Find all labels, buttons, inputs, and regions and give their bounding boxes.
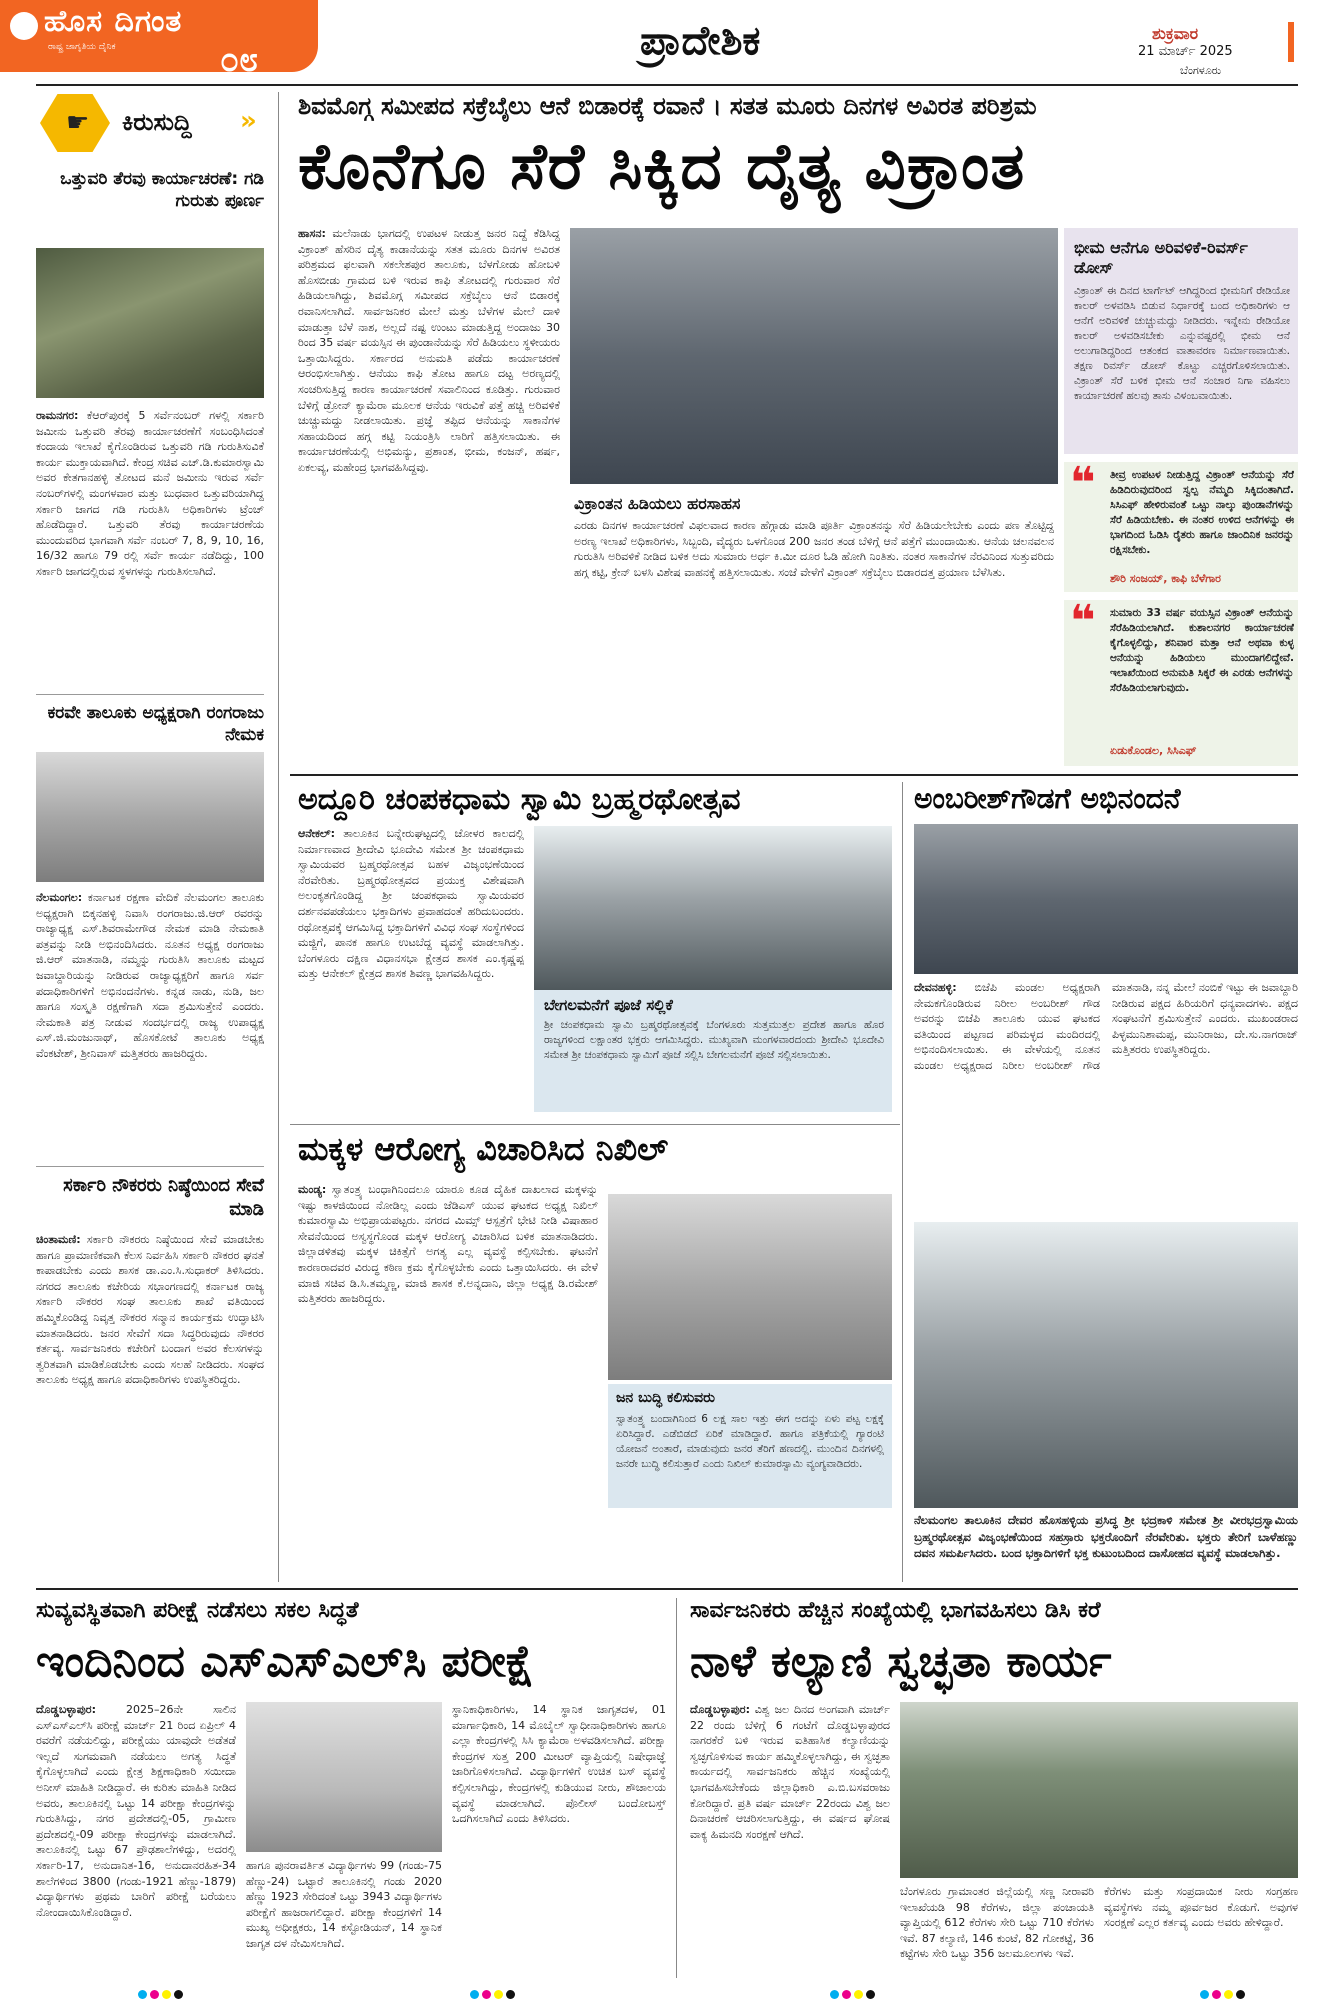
sslc-body-2: ಹಾಗೂ ಪುನರಾವರ್ತಿತ ವಿದ್ಯಾರ್ಥಿಗಳು 99 (ಗಂಡು-75 ಹೆಣ್ಣು-24) ಒಟ್ಟಾರೆ ತಾಲೂಕಿನಲ್ಲಿ ಗಂಡು 2020 ಹೆಣ್ಣು 1923 ಸೇರಿದಂತೆ ಒಟ್ಟು 3943 ವಿದ್ಯಾರ್ಥಿಗಳು ಪರೀಕ್ಷೆಗೆ ಹಾಜರಾಗಲಿದ್ದಾರೆ. ಪರೀಕ್ಷಾ ಕೇಂದ್ರಗಳಿಗೆ 14 ಮುಖ್ಯ ಅಧೀಕ್ಷಕರು, 14 ಕಸ್ಟೋಡಿಯನ್, 14 ಸ್ಥಾನಿಕ ಜಾಗೃತ ದಳ ನೇಮಿಸಲಾಗಿದೆ. bbox=[246, 1859, 442, 1950]
left-story-3-text: ಸರ್ಕಾರಿ ನೌಕರರು ನಿಷ್ಠೆಯಿಂದ ಸೇವೆ ಮಾಡಬೇಕು ಹಾಗೂ ಪ್ರಾಮಾಣಿಕವಾಗಿ ಕೆಲಸ ನಿರ್ವಹಿಸಿ ಸರ್ಕಾರಿ ನೌಕರರ ಘನತೆ ಕಾಪಾಡಬೇಕು ಎಂದು ಶಾಸಕ ಡಾ.ಎಂ.ಸಿ.ಸುಧಾಕರ್ ತಿಳಿಸಿದರು. ನಗರದ ತಾಲೂಕು ಕಚೇರಿಯ ಸಭಾಂಗಣದಲ್ಲಿ ಕರ್ನಾಟಕ ರಾಜ್ಯ ಸರ್ಕಾರಿ ನೌಕರರ ಸಂಘ ತಾಲೂಕು ಶಾಖೆ ವತಿಯಿಂದ ಹಮ್ಮಿಕೊಂಡಿದ್ದ ನಿವೃತ್ತ ನೌಕರರ ಸನ್ಮಾನ ಕಾರ್ಯಕ್ರಮ ಉದ್ಘಾಟಿಸಿ ಮಾತನಾಡಿದರು. ಜನರ ಸೇವೆಗೆ ಸದಾ ಸಿದ್ಧರಿರುವುದು ನೌಕರರ ಕರ್ತವ್ಯ. ಸಾರ್ವಜನಿಕರು ಕಚೇರಿಗೆ ಬಂದಾಗ ಅವರ ಕೆಲಸಗಳನ್ನು ತ್ವರಿತವಾಗಿ ಮಾಡಿಕೊಡಬೇಕು ಎಂದು ಸಲಹೆ ನೀಡಿದರು. ಸಂಘದ ತಾಲೂಕು ಅಧ್ಯಕ್ಷ ಹಾಗೂ ಪದಾಧಿಕಾರಿಗಳು ಉಪಸ್ಥಿತರಿದ್ದರು. bbox=[36, 1233, 264, 1387]
ambarish-dateline: ದೇವನಹಳ್ಳಿ: bbox=[914, 981, 957, 994]
champaka-caption-body: ಶ್ರೀ ಚಂಪಕಧಾಮ ಸ್ವಾಮಿ ಬ್ರಹ್ಮರಥೋತ್ಸವಕ್ಕೆ ಬೆಂಗಳೂರು ಸುತ್ತಮುತ್ತಲ ಪ್ರದೇಶ ಹಾಗೂ ಹೊರ ರಾಜ್ಯಗಳಿಂದ ಲಕ್ಷಾಂತರ ಭಕ್ತರು ಆಗಮಿಸಿದ್ದರು. ಮುಖ್ಯವಾಗಿ ಮಂಗಳವಾರದಂದು ಶ್ರೀದೇವಿ ಭೂದೇವಿ ಸಮೇತ ಶ್ರೀ ಚಂಪಕಧಾಮ ಸ್ವಾಮಿಗೆ ಪೂಜೆ ಸಲ್ಲಿಸಿ ಬೇಗಲಮನೆಗೆ ಪೂಜೆ ಸಲ್ಲಿಸಲಾಯಿತು. bbox=[544, 1019, 884, 1061]
lead-text: ಮಲೆನಾಡು ಭಾಗದಲ್ಲಿ ಉಪಟಳ ನೀಡುತ್ತ ಜನರ ನಿದ್ದೆ ಕೆಡಿಸಿದ್ದ ವಿಕ್ರಾಂತ್ ಹೆಸರಿನ ದೈತ್ಯ ಕಾಡಾನೆಯನ್ನು ಸತತ ಮೂರು ದಿನಗಳ ಅವಿರತ ಪರಿಶ್ರಮದ ಫಲವಾಗಿ ಸಕಲೇಶಪುರ ತಾಲೂಕು, ಬೆಳಗೋಡು ಹೋಬಳಿ ಹೊಸಬೀಡು ಗ್ರಾಮದ ಬಳಿ ಇರುವ ಕಾಫಿ ತೋಟದಲ್ಲಿ ಗುರುವಾರ ಸೆರೆ ಹಿಡಿಯಲಾಗಿದ್ದು, ಶಿವಮೊಗ್ಗ ಸಮೀಪದ ಸಕ್ರೆಬೈಲು ಆನೆ ಬಿಡಾರಕ್ಕೆ ರವಾನಿಸಲಾಗಿದೆ. ಸಾರ್ವಜನಿಕರ ಮೇಲೆ ಮತ್ತು ಬೆಳೆಗಳ ಮೇಲೆ ದಾಳಿ ಮಾಡುತ್ತಾ ಬೆಳೆ ನಾಶ, ಅಲ್ಲದೆ ನಷ್ಟ ಉಂಟು ಮಾಡುತ್ತಿದ್ದ ಅಂದಾಜು 30 ರಿಂದ 35 ವರ್ಷ ವಯಸ್ಸಿನ ಈ ಪುಂಡಾನೆಯನ್ನು ಸೆರೆ ಹಿಡಿಯಲು ಸ್ಥಳೀಯರು ಒತ್ತಾಯಿಸಿದ್ದರು. ಸರ್ಕಾರದ ಅನುಮತಿ ಪಡೆದು ಕಾರ್ಯಾಚರಣೆ ಆರಂಭಿಸಲಾಗಿತ್ತು. ಆನೆಯು ಕಾಫಿ ತೋಟ ಹಾಗೂ ದಟ್ಟ ಅರಣ್ಯದಲ್ಲಿ ಸಂಚರಿಸುತ್ತಿದ್ದ ಕಾರಣ ಕಾರ್ಯಾಚರಣೆ ಸವಾಲಿನಿಂದ ಕೂಡಿತ್ತು. ಗುರುವಾರ ಬೆಳಿಗ್ಗೆ ಡ್ರೋನ್ ಕ್ಯಾಮೆರಾ ಮೂಲಕ ಆನೆಯ ಇರುವಿಕೆ ಪತ್ತೆ ಹಚ್ಚಿ ಅರಿವಳಿಕೆ ಚುಚ್ಚುಮದ್ದು ನೀಡಲಾಯಿತು. ಪ್ರಜ್ಞೆ ತಪ್ಪಿದ ಆನೆಯನ್ನು ಸಾಕಾನೆಗಳ ಸಹಾಯದಿಂದ ಹಗ್ಗ ಕಟ್ಟಿ ನಿಯಂತ್ರಿಸಿ ಲಾರಿಗೆ ಹತ್ತಿಸಲಾಯಿತು. ಈ ಕಾರ್ಯಾಚರಣೆಯಲ್ಲಿ ಅಭಿಮನ್ಯು, ಪ್ರಶಾಂತ, ಭೀಮ, ಕಂಜನ್, ಹರ್ಷ, ಏಕಲವ್ಯ, ಮಹೇಂದ್ರ ಭಾಗವಹಿಸಿದ್ದವು. bbox=[298, 227, 560, 474]
page-number: ೦೮ bbox=[220, 40, 259, 80]
nikhil-caption-body: ಸ್ವಾತಂತ್ರ್ಯ ಬಂದಾಗಿನಿಂದ 6 ಲಕ್ಷ ಸಾಲ ಇತ್ತು ಈಗ ಅದನ್ನು ಏಳು ಪಟ್ಟ ಲಕ್ಷಕ್ಕೆ ಏರಿಸಿದ್ದಾರೆ. ಎಡೆಬಿಡದೆ ಏರಿಕೆ ಮಾಡಿದ್ದಾರೆ. ಹಾಗೂ ಪತ್ರಿಕೆಯಲ್ಲಿ ಗ್ಯಾರಂಟಿ ಯೋಜನೆ ಅಂತಾರೆ, ಮಾಡುವುದು ಜನರ ತೆರಿಗೆ ಹಣದಲ್ಲಿ. ಮುಂದಿನ ದಿನಗಳಲ್ಲಿ ಜನರೇ ಬುದ್ಧಿ ಕಲಿಸುತ್ತಾರೆ ಎಂದು ನಿಖಿಲ್ ಕುಮಾರಸ್ವಾಮಿ ವ್ಯಂಗ್ಯವಾಡಿದರು. bbox=[616, 1413, 884, 1470]
left-story-2-photo bbox=[36, 752, 264, 882]
column-divider bbox=[902, 782, 903, 1582]
nikhil-photo-hospital bbox=[608, 1194, 892, 1380]
left-story-1-body bbox=[36, 408, 264, 686]
left-story-3-body bbox=[36, 1232, 264, 1582]
champaka-headline: ಅದ್ದೂರಿ ಚಂಪಕಧಾಮ ಸ್ವಾಮಿ ಬ್ರಹ್ಮರಥೋತ್ಸವ bbox=[298, 782, 741, 817]
section-title: ಪ್ರಾದೇಶಿಕ bbox=[640, 18, 761, 64]
registration-marks bbox=[138, 1990, 183, 1999]
section-divider bbox=[290, 1124, 900, 1125]
masthead-logo bbox=[0, 0, 318, 80]
left-story-1-photo bbox=[36, 248, 264, 398]
sslc-photo-exam-hall bbox=[246, 1702, 442, 1852]
kirusuddi-badge bbox=[40, 94, 260, 152]
left-story-1-headline: ಒತ್ತುವರಿ ತೆರವು ಕಾರ್ಯಾಚರಣೆ: ಗಡಿ ಗುರುತು ಪೂರ್ಣ bbox=[60, 169, 264, 211]
quote-mark-icon: ❝ bbox=[1070, 596, 1096, 647]
nikhil-headline: ಮಕ್ಕಳ ಆರೋಗ್ಯ ವಿಚಾರಿಸಿದ ನಿಖಿಲ್ bbox=[298, 1130, 669, 1168]
ambarish-headline: ಅಂಬರೀಶ್‌ಗೌಡಗೆ ಅಭಿನಂದನೆ bbox=[914, 782, 1181, 815]
chevron-right-icon: » bbox=[240, 106, 257, 136]
column-divider bbox=[676, 1598, 677, 1978]
quote-mark-icon: ❝ bbox=[1070, 458, 1096, 509]
champaka-body bbox=[298, 826, 524, 1132]
sslc-kicker: ಸುವ್ಯವಸ್ಥಿತವಾಗಿ ಪರೀಕ್ಷೆ ನಡೆಸಲು ಸಕಲ ಸಿದ್ಧತೆ bbox=[36, 1598, 359, 1623]
lead-headline: ಕೊನೆಗೂ ಸೆರೆ ಸಿಕ್ಕಿದ ದೈತ್ಯ ವಿಕ್ರಾಂತ bbox=[298, 130, 1026, 204]
quote-1-text: ತೀವ್ರ ಉಪಟಳ ನೀಡುತ್ತಿದ್ದ ವಿಕ್ರಾಂತ್ ಆನೆಯನ್ನು ಸೆರೆ ಹಿಡಿದಿರುವುದರಿಂದ ಸ್ವಲ್ಪ ನೆಮ್ಮದಿ ಸಿಕ್ಕಿದಂತಾಗಿದೆ. ಸಿಸಿಎಫ್ ಹೇಳಿರುವಂತೆ ಒಟ್ಟು ನಾಲ್ಕು ಪುಂಡಾನೆಗಳನ್ನು ಸೆರೆ ಹಿಡಿಯಬೇಕು. ಈ ನಂತರ ಉಳಿದ ಆನೆಗಳನ್ನು ಈ ಭಾಗದಿಂದ ಓಡಿಸಿ ರೈತರು ಹಾಗೂ ಜಾಂದಿನಿಕ ಜನರನ್ನು ರಕ್ಷಿಸಬೇಕು. bbox=[1110, 469, 1294, 556]
temple-photo-rathotsava bbox=[914, 1222, 1298, 1508]
quote-2-text: ಸುಮಾರು 33 ವರ್ಷ ವಯಸ್ಸಿನ ವಿಕ್ರಾಂತ್ ಆನೆಯನ್ನು ಸೆರೆಹಿಡಿಯಲಾಗಿದೆ. ಕುಶಾಲನಗರ ಕಾರ್ಯಾಚರಣೆ ಕೈಗೊಳ್ಳಲಿದ್ದು, ಶನಿವಾರ ಮತ್ತಾ ಆನೆ ಅಥವಾ ಕುಳ್ಳ ಆನೆಯನ್ನು ಹಿಡಿಯಲು ಮುಂದಾಗಲಿದ್ದೇವೆ. ಇಲಾಖೆಯಿಂದ ಅನುಮತಿ ಸಿಕ್ಕರೆ ಈ ಎರಡು ಆನೆಗಳನ್ನು ಸೆರೆಹಿಡಿಯಲಾಗುವುದು. bbox=[1110, 607, 1294, 694]
section-divider bbox=[290, 774, 1298, 776]
left-story-2-text: ಕರ್ನಾಟಕ ರಕ್ಷಣಾ ವೇದಿಕೆ ನೆಲಮಂಗಲ ತಾಲೂಕು ಅಧ್ಯಕ್ಷರಾಗಿ ಬಿಕ್ಕನಹಳ್ಳಿ ನಿವಾಸಿ ರಂಗರಾಜು.ಜಿ.ಆರ್ ರವರನ್ನು ರಾಜ್ಯಾಧ್ಯಕ್ಷ ಎಸ್.ಶಿವರಾಮೇಗೌಡ ನೇಮಕ ಮಾಡಿ ನೇಮಕಾತಿ ಪತ್ರವನ್ನು ನೀಡಿ ಅಭಿನಂದಿಸಿದರು. ನೂತನ ಅಧ್ಯಕ್ಷ ರಂಗರಾಜು ಜಿ.ಆರ್ ಮಾತನಾಡಿ, ನಮ್ಮನ್ನು ಗುರುತಿಸಿ ತಾಲೂಕು ಮಟ್ಟದ ಜವಾಬ್ದಾರಿಯನ್ನು ನೀಡಿರುವ ರಾಜ್ಯಾಧ್ಯಕ್ಷರಿಗೆ ಹಾಗೂ ಸರ್ವ ಪದಾಧಿಕಾರಿಗಳಿಗೆ ಅಭಿನಂದನೆಗಳು. ಕನ್ನಡ ನಾಡು, ನುಡಿ, ಜಲ ಹಾಗೂ ಸಂಸ್ಕೃತಿ ರಕ್ಷಣೆಗಾಗಿ ಸದಾ ಶ್ರಮಿಸುತ್ತೇನೆ ಎಂದರು. ನೇಮಕಾತಿ ಪತ್ರ ನೀಡುವ ಸಂದರ್ಭದಲ್ಲಿ ರಾಜ್ಯ ಉಪಾಧ್ಯಕ್ಷ ಎಸ್.ಜಿ.ಮಂಜುನಾಥ್, ಹೊಸಕೋಟೆ ತಾಲೂಕು ಅಧ್ಯಕ್ಷ ವೆಂಕಟೇಶ್, ಶ್ರೀನಿವಾಸ್ ಮತ್ತಿತರರು ಹಾಜರಿದ್ದರು. bbox=[36, 891, 264, 1060]
column-divider bbox=[278, 92, 279, 1582]
lead-photo-elephant-team bbox=[570, 228, 1058, 484]
lead-subbody: ಎರಡು ದಿನಗಳ ಕಾರ್ಯಾಚರಣೆ ವಿಫಲವಾದ ಕಾರಣ ಹೆಗ್ಗಾಡು ಮಾಡಿ ಪೂರ್ತಿ ವಿಕ್ರಾಂತನನ್ನು ಸೆರೆ ಹಿಡಿಯಲೇಬೇಕು ಎಂದು ಪಣ ತೊಟ್ಟಿದ್ದ ಅರಣ್ಯ ಇಲಾಖೆ ಅಧಿಕಾರಿಗಳು, ಸಿಬ್ಬಂದಿ, ವೈದ್ಯರು ಒಳಗೊಂಡ 200 ಜನರ ತಂಡ ಬೆಳಿಗ್ಗೆ ಆನೆ ಪತ್ತೆಗೆ ಮುಂದಾಯಿತು. ಆನೆಯ ಚಲನವಲನ ಗುರುತಿಸಿ ಅರಿವಳಿಕೆ ನೀಡಿದ ಬಳಿಕ ಅದು ಸುಮಾರು ಅರ್ಧ ಕಿ.ಮೀ ದೂರ ಓಡಿ ಹೋಗಿ ನಿಂತಿತು. ನಂತರ ಸಾಕಾನೆಗಳ ನೆರವಿನಿಂದ ಸುತ್ತುವರಿದು ಹಗ್ಗ ಕಟ್ಟಿ, ಕ್ರೇನ್ ಬಳಸಿ ವಿಶೇಷ ವಾಹನಕ್ಕೆ ಹತ್ತಿಸಲಾಯಿತು. ಸಂಜೆ ವೇಳೆಗೆ ವಿಕ್ರಾಂತ್ ಸಕ್ರೆಬೈಲು ಬಿಡಾರದತ್ತ ಪ್ರಯಾಣ ಬೆಳೆಸಿತು. bbox=[574, 519, 1054, 579]
left-story-3-headline: ಸರ್ಕಾರಿ ನೌಕರರು ನಿಷ್ಠೆಯಿಂದ ಸೇವೆ ಮಾಡಿ bbox=[63, 1175, 264, 1220]
dateline-day: ಶುಕ್ರವಾರ bbox=[1152, 24, 1199, 43]
champaka-caption-head: ಬೇಗಲಮನೆಗೆ ಪೂಜೆ ಸಲ್ಲಿಕೆ bbox=[544, 996, 673, 1014]
nikhil-text: ಸ್ವಾತಂತ್ರ್ಯ ಬಂಧಾಗಿನಿಂದಲೂ ಯಾರೂ ಕೂಡ ದೈಹಿಕ ದಾಖಲಾದ ಮಕ್ಕಳನ್ನು ಇಷ್ಟು ಕಾಳಜಿಯಿಂದ ನೋಡಿಲ್ಲ ಎಂದು ಜೆಡಿಎಸ್ ಯುವ ಘಟಕದ ಅಧ್ಯಕ್ಷ ನಿಖಿಲ್ ಕುಮಾರಸ್ವಾಮಿ ಅಭಿಪ್ರಾಯಪಟ್ಟರು. ನಗರದ ಮಿಮ್ಸ್ ಆಸ್ಪತ್ರೆಗೆ ಭೇಟಿ ನೀಡಿ ವಿಷಾಹಾರ ಸೇವನೆಯಿಂದ ಅಸ್ವಸ್ಥಗೊಂಡ ಮಕ್ಕಳ ಆರೋಗ್ಯ ವಿಚಾರಿಸಿದ ಬಳಿಕ ಮಾತನಾಡಿದರು. ಜಿಲ್ಲಾಡಳಿತವು ಮಕ್ಕಳ ಚಿಕಿತ್ಸೆಗೆ ಅಗತ್ಯ ಎಲ್ಲ ವ್ಯವಸ್ಥೆ ಕಲ್ಪಿಸಬೇಕು. ಘಟನೆಗೆ ಕಾರಣರಾದವರ ವಿರುದ್ಧ ಕಠಿಣ ಕ್ರಮ ಕೈಗೊಳ್ಳಬೇಕು ಎಂದು ಒತ್ತಾಯಿಸಿದರು. ಈ ವೇಳೆ ಮಾಜಿ ಸಚಿವ ಡಿ.ಸಿ.ತಮ್ಮಣ್ಣ, ಮಾಜಿ ಶಾಸಕ ಕೆ.ಅನ್ನದಾನಿ, ಜಿಲ್ಲಾ ಅಧ್ಯಕ್ಷ ಡಿ.ರಮೇಶ್ ಮತ್ತಿತರರು ಹಾಜರಿದ್ದರು. bbox=[298, 1183, 598, 1306]
kalyani-kicker: ಸಾರ್ವಜನಿಕರು ಹೆಚ್ಚಿನ ಸಂಖ್ಯೆಯಲ್ಲಿ ಭಾಗವಹಿಸಲು ಡಿಸಿ ಕರೆ bbox=[690, 1598, 1101, 1623]
sidebox-headline: ಭೀಮ ಆನೆಗೂ ಅರಿವಳಿಕೆ-ರಿವರ್ಸ್ ಡೋಸ್ bbox=[1074, 238, 1248, 277]
registration-marks bbox=[830, 1990, 875, 1999]
dateline-date: 21 ಮಾರ್ಚ್ 2025 bbox=[1138, 44, 1233, 59]
kalyani-body-2: ಬೆಂಗಳೂರು ಗ್ರಾಮಾಂತರ ಜಿಲ್ಲೆಯಲ್ಲಿ ಸಣ್ಣ ನೀರಾವರಿ ಇಲಾಖೆಯಡಿ 98 ಕೆರೆಗಳು, ಜಿಲ್ಲಾ ಪಂಚಾಯತಿ ವ್ಯಾಪ್ತಿಯಲ್ಲಿ 612 ಕೆರೆಗಳು ಸೇರಿ ಒಟ್ಟು 710 ಕೆರೆಗಳು ಇವೆ. 87 ಕಲ್ಯಾಣಿ, 146 ಕುಂಟೆ, 82 ಗೋಕಟ್ಟೆ, 36 ಕಟ್ಟೆಗಳು ಸೇರಿ ಒಟ್ಟು 356 ಜಲಮೂಲಗಳು ಇವೆ. bbox=[900, 1885, 1094, 1961]
champaka-dateline: ಆನೇಕಲ್: bbox=[298, 827, 336, 840]
left-story-2-body bbox=[36, 890, 264, 1160]
header-accent-bar bbox=[1288, 22, 1294, 62]
champaka-text: ತಾಲೂಕಿನ ಬನ್ನೇರುಘಟ್ಟದಲ್ಲಿ ಚೋಳರ ಕಾಲದಲ್ಲಿ ನಿರ್ಮಾಣವಾದ ಶ್ರೀದೇವಿ ಭೂದೇವಿ ಸಮೇತ ಶ್ರೀ ಚಂಪಕಧಾಮ ಸ್ವಾಮಿಯವರ ಬ್ರಹ್ಮರಥೋತ್ಸವ ಬಹಳ ವಿಜೃಂಭಣೆಯಿಂದ ನೆರವೇರಿತು. ಬ್ರಹ್ಮರಥೋತ್ಸವದ ಪ್ರಯುಕ್ತ ವಿಶೇಷವಾಗಿ ಅಲಂಕೃತಗೊಂಡಿದ್ದ ಶ್ರೀ ಚಂಪಕಧಾಮ ಸ್ವಾಮಿಯವರ ದರ್ಶನವಪಡೆಯಲು ಭಕ್ತಾದಿಗಳು ಪ್ರವಾಹದಂತೆ ಹರಿದುಬಂದರು. ರಥೋತ್ಸವಕ್ಕೆ ಆಗಮಿಸಿದ್ದ ಭಕ್ತಾದಿಗಳಿಗೆ ವಿವಿಧ ಸಂಘ ಸಂಸ್ಥೆಗಳಿಂದ ಮಜ್ಜಿಗೆ, ಪಾನಕ ಹಾಗೂ ಉಟಬೆದ್ದ ವ್ಯವಸ್ಥೆ ಮಾಡಲಾಗಿತ್ತು. ಬೆಂಗಳೂರು ದಕ್ಷಿಣ ವಿಧಾನಸಭಾ ಕ್ಷೇತ್ರದ ಶಾಸಕ ಎಂ.ಕೃಷ್ಣಪ್ಪ ಮತ್ತು ಆನೇಕಲ್ ಕ್ಷೇತ್ರದ ಶಾಸಕ ಶಿವಣ್ಣ ಭಾಗವಹಿಸಿದ್ದರು. bbox=[298, 827, 524, 981]
kirusuddi-label: ಕಿರುಸುದ್ದಿ bbox=[122, 108, 192, 136]
kalyani-body-3: ಕೆರೆಗಳು ಮತ್ತು ಸಂಪ್ರದಾಯಿಕ ನೀರು ಸಂಗ್ರಹಣ ವ್ಯವಸ್ಥೆಗಳು ನಮ್ಮ ಪೂರ್ವಜರ ಕೊಡುಗೆ. ಅವುಗಳ ಸಂರಕ್ಷಣೆ ಎಲ್ಲರ ಕರ್ತವ್ಯ ಎಂದು ಅವರು ಹೇಳಿದ್ದಾರೆ. bbox=[1104, 1885, 1298, 1930]
paper-name: ಹೊಸ ದಿಗಂತ bbox=[44, 4, 183, 39]
sslc-body-1 bbox=[36, 1702, 236, 1972]
logo-emblem-icon bbox=[10, 12, 38, 40]
lead-body bbox=[298, 226, 560, 766]
nikhil-caption-head: ಜನ ಬುದ್ಧಿ ಕಲಿಸುವರು bbox=[616, 1390, 715, 1406]
kalyani-dateline: ದೊಡ್ಡಬಳ್ಳಾಪುರ: bbox=[690, 1703, 750, 1716]
left-divider bbox=[36, 1166, 264, 1167]
sslc-headline: ಇಂದಿನಿಂದ ಎಸ್‌ಎಸ್‌ಎಲ್‌ಸಿ ಪರೀಕ್ಷೆ bbox=[36, 1636, 535, 1687]
left-story-2-headline: ಕರವೇ ತಾಲೂಕು ಅಧ್ಯಕ್ಷರಾಗಿ ರಂಗರಾಜು ನೇಮಕ bbox=[47, 703, 264, 745]
section-divider bbox=[36, 1588, 1298, 1590]
paper-tagline: ರಾಷ್ಟ್ರ ಜಾಗೃತಿಯ ದೈನಿಕ bbox=[48, 42, 116, 52]
header-divider bbox=[36, 84, 1298, 86]
pointing-hand-icon: ☛ bbox=[66, 108, 90, 138]
temple-caption: ನೆಲಮಂಗಲ ತಾಲೂಕಿನ ದೇವರ ಹೊಸಹಳ್ಳಿಯ ಪ್ರಸಿದ್ಧ ಶ್ರೀ ಭದ್ರಕಾಳಿ ಸಮೇತ ಶ್ರೀ ವೀರಭದ್ರಸ್ವಾಮಿಯ ಬ್ರಹ್ಮರಥೋತ್ಸವ ವಿಜೃಂಭಣೆಯಿಂದ ಸಹಸ್ರಾರು ಭಕ್ತರೊಂದಿಗೆ ನೆರವೇರಿತು. ಭಕ್ತರು ತೇರಿಗೆ ಬಾಳೆಹಣ್ಣು ದವನ ಸಮರ್ಪಿಸಿದರು. ಬಂದ ಭಕ್ತಾದಿಗಳಿಗೆ ಭಕ್ತ ಕುಟುಂಬದಿಂದ ದಾಸೋಹದ ವ್ಯವಸ್ಥೆ ಮಾಡಲಾಗಿತ್ತು. bbox=[914, 1513, 1298, 1560]
left-story-1-text: ಕೆಆರ್‌ಪುರಕ್ಕೆ 5 ಸರ್ವೆನಂಬರ್ ಗಳಲ್ಲಿ ಸರ್ಕಾರಿ ಜಮೀನು ಒತ್ತುವರಿ ತೆರವು ಕಾರ್ಯಾಚರಣೆಗೆ ಸಂಬಂಧಿಸಿದಂತೆ ಕಂದಾಯ ಇಲಾಖೆ ಕೈಗೊಂಡಿರುವ ಒತ್ತುವರಿ ಗಡಿ ಗುರುತಿಸುವಿಕೆ ಕಾರ್ಯ ಮುಕ್ತಾಯವಾಗಿದೆ. ಕೇಂದ್ರ ಸಚಿವ ಎಚ್.ಡಿ.ಕುಮಾರಸ್ವಾಮಿ ಅವರ ಕೇತಗಾನಹಳ್ಳಿ ತೋಟದ ಮನೆ ಜಮೀನು ಇರುವ ಸರ್ವೆ ನಂಬರ್‌ಗಳಲ್ಲಿ ಮಂಗಳವಾರ ಮತ್ತು ಬುಧವಾರ ಒತ್ತುವರಿಯಾಗಿದ್ದ ಸರ್ಕಾರಿ ಜಾಗದ ಗಡಿ ಗುರುತಿಸಿ ಅಧಿಕಾರಿಗಳು ಟ್ರೆಂಚ್ ಹೊಡೆದಿದ್ದಾರೆ. ಒತ್ತುವರಿ ತೆರವು ಕಾರ್ಯಾಚರಣೆಯ ಮುಂದುವರಿದ ಭಾಗವಾಗಿ ಸರ್ವೆ ನಂಬರ್ 7, 8, 9, 10, 16, 16/32 ಹಾಗೂ 79 ರಲ್ಲಿ ಸರ್ವೆ ಕಾರ್ಯ ನಡೆದಿದ್ದು, 100 ಸರ್ಕಾರಿ ಜಾಗದಲ್ಲಿರುವ ಸ್ಥಳಗಳನ್ನು ಗುರುತಿಸಲಾಗಿದೆ. bbox=[36, 409, 264, 578]
sslc-text-1: 2025–26ನೇ ಸಾಲಿನ ಎಸ್‌ಎಸ್‌ಎಲ್‌ಸಿ ಪರೀಕ್ಷೆ ಮಾರ್ಚ್ 21 ರಿಂದ ಏಪ್ರಿಲ್ 4 ರವರೆಗೆ ನಡೆಯಲಿದ್ದು, ಪರೀಕ್ಷೆಯು ಯಾವುದೇ ಅಡೆತಡೆ ಇಲ್ಲದೆ ಸುಗಮವಾಗಿ ನಡೆಯಲು ಅಗತ್ಯ ಸಿದ್ಧತೆ ಕೈಗೊಳ್ಳಲಾಗಿದೆ ಎಂದು ಕ್ಷೇತ್ರ ಶಿಕ್ಷಣಾಧಿಕಾರಿ ಸಯೀದಾ ಅನೀಸ್ ಮಾಹಿತಿ ನೀಡಿದ್ದಾರೆ. ಈ ಕುರಿತು ಮಾಹಿತಿ ನೀಡಿದ ಅವರು, ತಾಲೂಕಿನಲ್ಲಿ ಒಟ್ಟು 14 ಪರೀಕ್ಷಾ ಕೇಂದ್ರಗಳನ್ನು ಗುರುತಿಸಿದ್ದು, ನಗರ ಪ್ರದೇಶದಲ್ಲಿ-05, ಗ್ರಾಮೀಣ ಪ್ರದೇಶದಲ್ಲಿ-09 ಪರೀಕ್ಷಾ ಕೇಂದ್ರಗಳನ್ನು ಮಾಡಲಾಗಿದೆ. ತಾಲೂಕಿನಲ್ಲಿ ಒಟ್ಟು 67 ಪ್ರೌಢಶಾಲೆಗಳಿದ್ದು, ಅದರಲ್ಲಿ ಸರ್ಕಾರಿ-17, ಅನುದಾನಿತ-16, ಅನುದಾನರಹಿತ-34 ಶಾಲೆಗಳಿಂದ 3800 (ಗಂಡು-1921 ಹೆಣ್ಣು-1879) ವಿದ್ಯಾರ್ಥಿಗಳು ಪ್ರಥಮ ಬಾರಿಗೆ ಪರೀಕ್ಷೆ ಬರೆಯಲು ನೋಂದಾಯಿಸಿಕೊಂಡಿದ್ದಾರೆ. bbox=[36, 1703, 236, 1919]
kalyani-text-1: ವಿಶ್ವ ಜಲ ದಿನದ ಅಂಗವಾಗಿ ಮಾರ್ಚ್ 22 ರಂದು ಬೆಳಿಗ್ಗೆ 6 ಗಂಟೆಗೆ ದೊಡ್ಡಬಳ್ಳಾಪುರದ ನಾಗರಕೆರೆ ಬಳಿ ಇರುವ ಐತಿಹಾಸಿಕ ಕಲ್ಯಾಣಿಯನ್ನು ಸ್ವಚ್ಛಗೊಳಿಸುವ ಕಾರ್ಯ ಹಮ್ಮಿಕೊಳ್ಳಲಾಗಿದ್ದು, ಈ ಸ್ವಚ್ಛತಾ ಕಾರ್ಯದಲ್ಲಿ ಸಾರ್ವಜನಿಕರು ಹೆಚ್ಚಿನ ಸಂಖ್ಯೆಯಲ್ಲಿ ಭಾಗವಹಿಸಬೇಕೆಂದು ಜಿಲ್ಲಾಧಿಕಾರಿ ಎ.ಬಿ.ಬಸವರಾಜು ಕೋರಿದ್ದಾರೆ. ಪ್ರತಿ ವರ್ಷ ಮಾರ್ಚ್ 22ರಂದು ವಿಶ್ವ ಜಲ ದಿನಾಚರಣೆ ಆಚರಿಸಲಾಗುತ್ತಿದ್ದು, ಈ ವರ್ಷದ ಘೋಷ ವಾಕ್ಯ ಹಿಮನದಿ ಸಂರಕ್ಷಣೆ ಆಗಿದೆ. bbox=[690, 1703, 890, 1841]
lead-subhead: ವಿಕ್ರಾಂತನ ಹಿಡಿಯಲು ಹರಸಾಹಸ bbox=[574, 494, 741, 513]
registration-marks bbox=[1200, 1990, 1245, 1999]
sslc-dateline: ದೊಡ್ಡಬಳ್ಳಾಪುರ: bbox=[36, 1703, 96, 1716]
champaka-photo-chariot bbox=[534, 826, 892, 990]
left-story-1-dateline: ರಾಮನಗರ: bbox=[36, 409, 79, 422]
quote-1-source: ಶೌರಿ ಸಂಜಯ್, ಕಾಫಿ ಬೆಳೆಗಾರ bbox=[1110, 572, 1221, 585]
nikhil-dateline: ಮಂಡ್ಯ: bbox=[298, 1183, 327, 1196]
ambarish-body bbox=[914, 980, 1298, 1216]
registration-marks bbox=[470, 1990, 515, 1999]
kalyani-headline: ನಾಳೆ ಕಲ್ಯಾಣಿ ಸ್ವಚ್ಛತಾ ಕಾರ್ಯ bbox=[690, 1636, 1112, 1687]
ambarish-text: ಬಿಜೆಪಿ ಮಂಡಲ ಅಧ್ಯಕ್ಷರಾಗಿ ನೇಮಕಗೊಂಡಿರುವ ನಿರೀಲ ಅಂಬರೀಶ್ ಗೌಡ ಅವರನ್ನು ಬಿಜೆಪಿ ತಾಲೂಕು ಯುವ ಘಟಕದ ವತಿಯಿಂದ ಪಟ್ಟಣದ ಪರಿಮಳ್ಳದ ಮಂದಿರದಲ್ಲಿ ಅಭಿನಂದಿಸಲಾಯಿತು. ಈ ವೇಳೆಯಲ್ಲಿ ನೂತನ ಮಂಡಲ ಅಧ್ಯಕ್ಷರಾದ ನಿರೀಲ ಅಂಬರೀಶ್ ಗೌಡ ಮಾತನಾಡಿ, ನನ್ನ ಮೇಲೆ ನಂಬಿಕೆ ಇಟ್ಟು ಈ ಜವಾಬ್ದಾರಿ ನೀಡಿರುವ ಪಕ್ಷದ ಹಿರಿಯರಿಗೆ ಧನ್ಯವಾದಗಳು. ಪಕ್ಷದ ಸಂಘಟನೆಗೆ ಶ್ರಮಿಸುತ್ತೇನೆ ಎಂದರು. ಮುಖಂಡರಾದ ಪಿಳ್ಳಮುನಿಶಾಮಪ್ಪ, ಮುನಿರಾಜು, ದೇ.ಸು.ನಾಗರಾಜ್ ಮತ್ತಿತರರು ಉಪಸ್ಥಿತರಿದ್ದರು. bbox=[914, 981, 1298, 1072]
dateline-city: ಬೆಂಗಳೂರು bbox=[1180, 64, 1222, 77]
left-story-3-dateline: ಚಿಂತಾಮಣಿ: bbox=[36, 1233, 81, 1246]
sidebox-body: ವಿಕ್ರಾಂತ್ ಈ ದಿನದ ಟಾರ್ಗೆಟ್ ಆಗಿದ್ದರಿಂದ ಭೀಮನಿಗೆ ರೇಡಿಯೋ ಕಾಲರ್ ಅಳವಡಿಸಿ ಬಿಡುವ ನಿರ್ಧಾರಕ್ಕೆ ಬಂದ ಅಧಿಕಾರಿಗಳು ಆ ಆನೆಗೆ ಅರಿವಳಿಕೆ ಚುಚ್ಚುಮದ್ದು ನೀಡಿದರು. ಇನ್ನೇನು ರೇಡಿಯೋ ಕಾಲರ್ ಅಳವಡಿಸಬೇಕು ಎನ್ನುವಷ್ಟರಲ್ಲಿ ಭೀಮ ಆನೆ ಅಲುಗಾಡಿದ್ದರಿಂದ ಆತಂಕದ ವಾತಾವರಣ ನಿರ್ಮಾಣವಾಯಿತು. ತಕ್ಷಣ ರಿವರ್ಸ್ ಡೋಸ್ ಕೊಟ್ಟು ಎಚ್ಚರಗೊಳಿಸಲಾಯಿತು. ವಿಕ್ರಾಂತ್ ಸೆರೆ ಬಳಿಕ ಭೀಮ ಆನೆ ಸಂಚಾರ ನಿಗಾ ವಹಿಸಲು ಕಾರ್ಯಾಚರಣೆ ಹಲವು ತಾಸು ವಿಳಂಬವಾಯಿತು. bbox=[1074, 285, 1290, 402]
kalyani-body-1 bbox=[690, 1702, 890, 1972]
sslc-body-3: ಸ್ಥಾನಿಕಾಧಿಕಾರಿಗಳು, 14 ಸ್ಥಾನಿಕ ಜಾಗೃತದಳ, 01 ಮಾರ್ಗಾಧಿಕಾರಿ, 14 ಮೊಬೈಲ್ ಸ್ವಾಧೀನಾಧಿಕಾರಿಗಳು ಹಾಗೂ ಎಲ್ಲಾ ಕೇಂದ್ರಗಳಲ್ಲಿ ಸಿಸಿ ಕ್ಯಾಮೆರಾ ಅಳವಡಿಸಲಾಗಿದೆ. ಪರೀಕ್ಷಾ ಕೇಂದ್ರಗಳ ಸುತ್ತ 200 ಮೀಟರ್ ವ್ಯಾಪ್ತಿಯಲ್ಲಿ ನಿಷೇಧಾಜ್ಞೆ ಜಾರಿಗೊಳಿಸಲಾಗಿದೆ. ವಿದ್ಯಾರ್ಥಿಗಳಿಗೆ ಉಚಿತ ಬಸ್ ವ್ಯವಸ್ಥೆ ಕಲ್ಪಿಸಲಾಗಿದ್ದು, ಕೇಂದ್ರಗಳಲ್ಲಿ ಕುಡಿಯುವ ನೀರು, ಶೌಚಾಲಯ ವ್ಯವಸ್ಥೆ ಮಾಡಲಾಗಿದೆ. ಪೊಲೀಸ್ ಬಂದೋಬಸ್ತ್ ಒದಗಿಸಲಾಗಿದೆ ಎಂದು ತಿಳಿಸಿದರು. bbox=[452, 1703, 666, 1826]
left-divider bbox=[36, 694, 264, 695]
lead-dateline: ಹಾಸನ: bbox=[298, 227, 326, 240]
ambarish-photo-group bbox=[914, 824, 1298, 974]
quote-2-source: ಏಡುಕೊಂಡಲ, ಸಿಸಿಎಫ್ bbox=[1110, 744, 1197, 757]
left-story-2-dateline: ನೆಲಮಂಗಲ: bbox=[36, 891, 83, 904]
nikhil-body bbox=[298, 1182, 598, 1582]
lead-kicker: ಶಿವಮೊಗ್ಗ ಸಮೀಪದ ಸಕ್ರೆಬೈಲು ಆನೆ ಬಿಡಾರಕ್ಕೆ ರವಾನೆ । ಸತತ ಮೂರು ದಿನಗಳ ಅವಿರತ ಪರಿಶ್ರಮ bbox=[298, 92, 1037, 120]
kalyani-photo-stepwell bbox=[900, 1702, 1298, 1878]
